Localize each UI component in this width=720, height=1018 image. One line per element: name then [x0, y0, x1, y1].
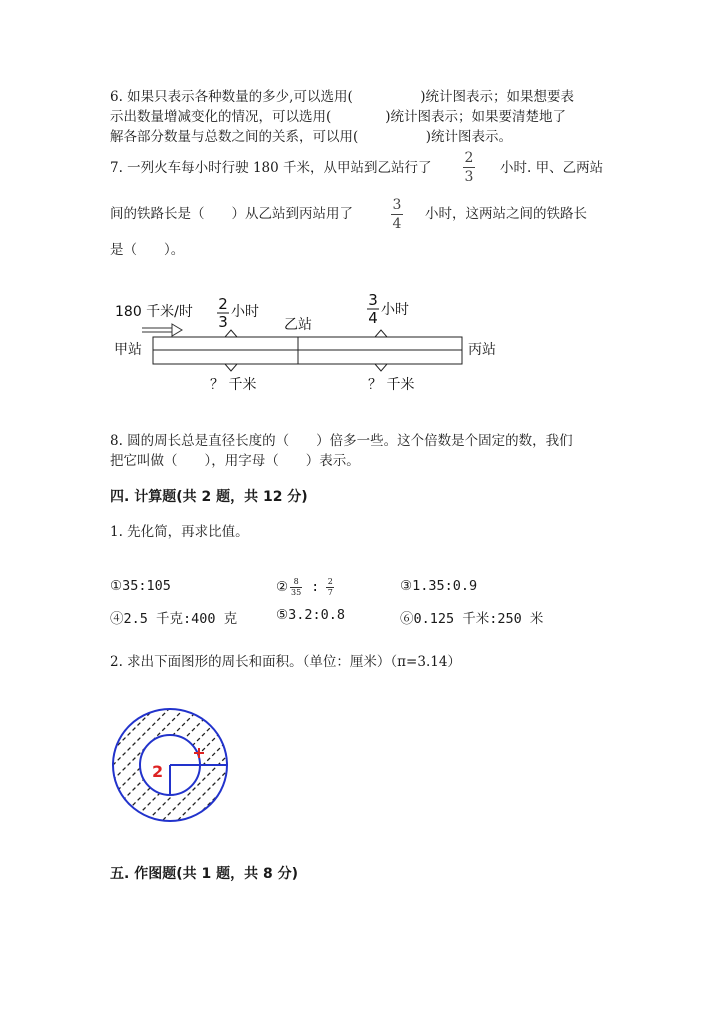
direction-arrow-icon [142, 324, 182, 336]
section-5-heading: 五. 作图题(共 1 题，共 8 分) [110, 866, 298, 882]
ratio-item-4: ④2.5 千克:400 克 [110, 611, 238, 627]
q7-fraction-1 [463, 150, 475, 185]
radius-label: 2 [152, 762, 164, 781]
ratio-item-1: ①35:105 [110, 578, 171, 594]
q6-line-3: 解各部分数量与总数之间的关系，可以用( )统计图表示。 [110, 129, 513, 145]
q7-part-3: 间的铁路长是（ ）从乙站到丙站用了 [110, 206, 353, 222]
section-4-question-1: 1. 先化简，再求比值。 [110, 524, 249, 540]
ring-figure [108, 705, 233, 825]
q7-part-1: 7. 一列火车每小时行驶 180 千米，从甲站到乙站行了 [110, 160, 432, 176]
distance-1-label: ？ 千米 [210, 377, 257, 393]
q7-part-4: 小时，这两站之间的铁路长 [425, 206, 587, 222]
ratio-item-3: ③1.35:0.9 [400, 578, 478, 594]
station-b-label: 乙站 [284, 317, 312, 333]
fraction-denominator: 4 [392, 216, 402, 232]
station-c-label: 丙站 [468, 342, 496, 358]
speed-label: 180 千米/时 [115, 304, 193, 320]
fraction-denominator: 3 [464, 169, 474, 185]
time-2-denominator: 4 [368, 309, 378, 327]
time-1-denominator: 3 [218, 313, 228, 331]
ratio-item-6: ⑥0.125 千米:250 米 [400, 611, 544, 627]
fraction-numerator: 2 [327, 576, 333, 586]
time-2-unit: 小时 [381, 302, 409, 318]
section-4-question-2: 2. 求出下面图形的周长和面积。（单位：厘米）（π=3.14） [110, 654, 461, 670]
q6-line-2: 示出数量增减变化的情况，可以选用( )统计图表示；如果要清楚地了 [110, 109, 567, 125]
time-2-numerator: 3 [368, 291, 378, 309]
time-1-numerator: 2 [218, 295, 228, 313]
item-2-fraction-1 [290, 577, 302, 598]
fraction-denominator: 35 [291, 587, 302, 597]
fraction-denominator: 7 [327, 587, 333, 597]
item-2-colon: : [311, 579, 320, 595]
q8-line-2: 把它叫做（ ），用字母（ ）表示。 [110, 453, 360, 469]
q7-part-2: 小时. 甲、乙两站 [500, 160, 604, 176]
ratio-item-5: ⑤3.2:0.8 [276, 607, 345, 623]
station-a-label: 甲站 [114, 342, 142, 358]
item-2-fraction-2 [326, 577, 334, 598]
q7-fraction-2 [391, 197, 403, 232]
distance-2-label: ？ 千米 [368, 377, 415, 393]
fraction-numerator: 2 [464, 150, 474, 166]
item-2-mark: ② [276, 579, 289, 595]
rail-track [153, 330, 462, 371]
fraction-numerator: 8 [293, 576, 299, 586]
train-route-diagram [100, 285, 520, 400]
time-1-unit: 小时 [231, 304, 259, 320]
q8-line-1: 8. 圆的周长总是直径长度的（ ）倍多一些。这个倍数是个固定的数，我们 [110, 433, 573, 449]
q6-line-1: 6. 如果只表示各种数量的多少,可以选用( )统计图表示；如果想要表 [110, 89, 574, 105]
section-4-heading: 四. 计算题(共 2 题，共 12 分) [110, 489, 308, 505]
ratio-item-2 [276, 571, 334, 603]
q7-part-5: 是（ ）。 [110, 242, 185, 258]
fraction-numerator: 3 [392, 197, 402, 213]
